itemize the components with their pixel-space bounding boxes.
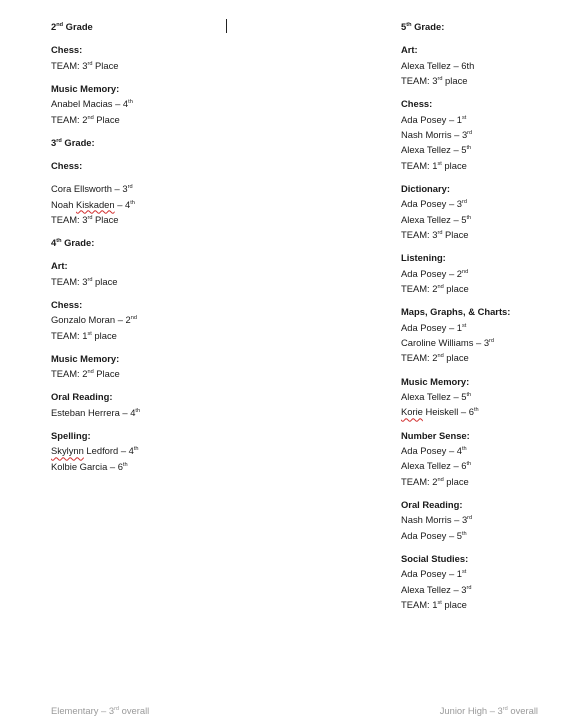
result-line: [401, 350, 576, 365]
text-segment: place: [442, 74, 468, 86]
text-segment: 5: [401, 21, 407, 32]
spacer: [51, 343, 291, 351]
event-heading: [51, 81, 291, 96]
event-heading: [401, 250, 576, 265]
ordinal-suffix: nd: [437, 283, 444, 290]
result-line: [401, 281, 576, 296]
event-heading: [401, 42, 576, 57]
ordinal-suffix: th: [133, 446, 139, 453]
ordinal-suffix: nd: [461, 268, 469, 275]
ordinal-suffix: rd: [466, 584, 472, 591]
text-segment: Ada Posey – 1: [401, 568, 462, 580]
ordinal-suffix: nd: [56, 21, 64, 28]
spacer: [401, 34, 576, 42]
ordinal-suffix: th: [461, 530, 467, 537]
text-segment: Ada Posey – 5: [401, 529, 462, 541]
result-line: [401, 227, 576, 242]
spellcheck-flagged-word: Kiskaden: [76, 198, 115, 210]
result-line: [401, 458, 576, 473]
text-segment: Art:: [51, 260, 68, 272]
spacer: [401, 242, 576, 250]
event-heading: [401, 181, 576, 196]
text-segment: Heiskell – 6: [422, 406, 474, 418]
result-line: [401, 58, 576, 73]
ordinal-suffix: th: [466, 461, 472, 468]
text-segment: Caroline Williams – 3: [401, 337, 490, 349]
text-segment: Chess:: [51, 159, 83, 171]
spacer: [401, 88, 576, 96]
text-segment: Chess:: [51, 298, 83, 310]
footer-junior-high-overall: [440, 703, 538, 718]
result-line: [51, 58, 291, 73]
ordinal-suffix: rd: [87, 214, 93, 221]
text-segment: TEAM: 2: [401, 352, 438, 364]
text-segment: TEAM: 3: [401, 74, 438, 86]
result-line: [401, 512, 576, 527]
result-line: [401, 212, 576, 227]
footer-left-after: overall: [119, 705, 150, 716]
text-segment: Music Memory:: [51, 352, 120, 364]
result-line: [51, 459, 291, 474]
text-segment: Nash Morris – 3: [401, 514, 468, 526]
text-segment: Ada Posey – 1: [401, 321, 462, 333]
result-line: [401, 566, 576, 581]
text-segment: Alexa Tellez – 5: [401, 144, 467, 156]
ordinal-suffix: rd: [87, 60, 93, 67]
text-segment: 4: [51, 237, 57, 249]
text-segment: TEAM: 3: [51, 59, 88, 71]
ordinal-suffix: nd: [87, 369, 94, 376]
ordinal-suffix: rd: [437, 75, 443, 82]
text-segment: Alexa Tellez – 6: [401, 460, 467, 472]
text-segment: Grade:: [61, 136, 95, 148]
result-line: [401, 142, 576, 157]
text-segment: place: [443, 283, 469, 295]
right-results-column: [401, 19, 576, 612]
result-line: [401, 443, 576, 458]
event-heading: [51, 258, 291, 273]
result-line: [51, 328, 291, 343]
spacer: [51, 173, 291, 181]
footer-left-sup: rd: [114, 705, 120, 712]
event-heading: [401, 96, 576, 111]
event-heading: [51, 389, 291, 404]
text-segment: Number Sense:: [401, 429, 470, 441]
text-segment: Oral Reading:: [51, 391, 113, 403]
text-segment: Alexa Tellez – 5: [401, 213, 467, 225]
spacer: [51, 382, 291, 390]
ordinal-suffix: rd: [87, 276, 93, 283]
ordinal-suffix: th: [466, 214, 472, 221]
spacer: [51, 289, 291, 297]
result-line: [51, 197, 291, 212]
result-line: [401, 597, 576, 612]
text-segment: Ada Posey – 1: [401, 113, 462, 125]
text-segment: Chess:: [51, 44, 83, 56]
text-segment: Listening:: [401, 252, 446, 264]
text-segment: Chess:: [401, 98, 433, 110]
result-line: [51, 212, 291, 227]
ordinal-suffix: th: [128, 99, 133, 106]
result-line: [51, 112, 291, 127]
ordinal-suffix: th: [461, 445, 467, 452]
text-segment: Oral Reading:: [401, 498, 463, 510]
spacer: [401, 366, 576, 374]
text-segment: TEAM: 3: [51, 275, 88, 287]
footer-right-sup: rd: [502, 705, 508, 712]
text-segment: 3: [51, 136, 57, 148]
text-segment: Kolbie Garcia – 6: [51, 460, 123, 472]
text-segment: place: [443, 475, 469, 487]
result-line: [401, 73, 576, 88]
event-heading: [401, 551, 576, 566]
footer-left-text: Elementary – 3: [51, 705, 115, 716]
spacer: [51, 227, 291, 235]
text-segment: Music Memory:: [401, 375, 470, 387]
ordinal-suffix: rd: [489, 337, 495, 344]
ordinal-suffix: th: [122, 461, 128, 468]
text-segment: Art:: [401, 44, 418, 56]
spacer: [401, 173, 576, 181]
spacer: [51, 420, 291, 428]
text-segment: Nash Morris – 3: [401, 128, 468, 140]
text-segment: place: [441, 159, 467, 171]
spacer: [401, 296, 576, 304]
result-line: [401, 266, 576, 281]
ordinal-suffix: rd: [127, 183, 133, 190]
text-segment: Alexa Tellez – 6th: [401, 59, 475, 71]
spacer: [51, 34, 291, 42]
text-segment: Music Memory:: [51, 82, 120, 94]
result-line: [51, 312, 291, 327]
event-heading: [51, 351, 291, 366]
text-segment: Noah: [51, 198, 77, 210]
text-segment: Place: [92, 213, 119, 225]
text-segment: TEAM: 3: [51, 213, 88, 225]
ordinal-suffix: st: [437, 160, 442, 167]
text-segment: Ada Posey – 4: [401, 444, 462, 456]
result-line: [401, 528, 576, 543]
event-heading: [401, 497, 576, 512]
result-line: [401, 320, 576, 335]
ordinal-suffix: rd: [467, 515, 473, 522]
text-segment: Place: [442, 229, 469, 241]
ordinal-suffix: st: [461, 569, 467, 576]
event-heading: [401, 428, 576, 443]
ordinal-suffix: nd: [130, 315, 137, 322]
text-segment: Spelling:: [51, 429, 91, 441]
text-segment: Grade:: [411, 21, 445, 32]
spacer: [51, 250, 291, 258]
ordinal-suffix: rd: [56, 137, 62, 144]
ordinal-suffix: st: [461, 114, 467, 121]
spacer: [51, 150, 291, 158]
ordinal-suffix: rd: [461, 199, 467, 206]
ordinal-suffix: th: [473, 407, 479, 414]
result-line: [401, 158, 576, 173]
footer-elementary-overall: [51, 703, 149, 718]
text-cursor: [226, 19, 227, 33]
ordinal-suffix: th: [130, 199, 135, 206]
text-segment: Maps, Graphs, & Charts:: [401, 306, 511, 318]
text-segment: Place: [93, 113, 120, 125]
text-segment: Place: [92, 59, 119, 71]
text-segment: TEAM: 2: [401, 283, 438, 295]
result-line: [401, 404, 576, 419]
event-heading: [401, 304, 576, 319]
result-line: [51, 181, 291, 196]
grade-heading: [51, 19, 291, 34]
left-results-column: [51, 19, 291, 474]
ordinal-suffix: st: [437, 599, 442, 606]
text-segment: Anabel Macias – 4: [51, 98, 129, 110]
ordinal-suffix: rd: [437, 229, 443, 236]
text-segment: TEAM: 2: [401, 475, 438, 487]
text-segment: place: [91, 329, 117, 341]
spacer: [51, 127, 291, 135]
text-segment: Dictionary:: [401, 182, 450, 194]
result-line: [401, 474, 576, 489]
spellcheck-flagged-word: Korie: [401, 406, 423, 418]
event-heading: [51, 42, 291, 57]
event-heading: [51, 297, 291, 312]
text-segment: TEAM: 1: [401, 599, 438, 611]
ordinal-suffix: th: [466, 145, 472, 152]
result-line: [51, 274, 291, 289]
text-segment: place: [441, 599, 467, 611]
result-line: [401, 127, 576, 142]
ordinal-suffix: th: [56, 237, 62, 244]
result-line: [401, 389, 576, 404]
ordinal-suffix: nd: [437, 353, 444, 360]
text-segment: Grade:: [61, 237, 95, 249]
grade-heading: [51, 135, 291, 150]
result-line: [51, 405, 291, 420]
text-segment: Ada Posey – 3: [401, 198, 462, 210]
text-segment: Esteban Herrera – 4: [51, 406, 136, 418]
text-segment: Ada Posey – 2: [401, 267, 462, 279]
ordinal-suffix: nd: [87, 114, 94, 121]
event-heading: [401, 374, 576, 389]
ordinal-suffix: st: [87, 330, 92, 337]
grade-heading: [401, 19, 576, 34]
spellcheck-flagged-word: Skylynn: [51, 445, 84, 457]
text-segment: Gonzalo Moran – 2: [51, 314, 131, 326]
text-segment: TEAM: 2: [51, 368, 88, 380]
spacer: [401, 543, 576, 551]
ordinal-suffix: rd: [467, 129, 473, 136]
ordinal-suffix: th: [466, 391, 472, 398]
text-segment: Alexa Tellez – 5: [401, 390, 467, 402]
result-line: [401, 335, 576, 350]
text-segment: Social Studies:: [401, 552, 469, 564]
text-segment: 2: [51, 21, 57, 32]
result-line: [401, 112, 576, 127]
spacer: [401, 420, 576, 428]
text-segment: Ledford – 4: [83, 445, 134, 457]
text-segment: Place: [93, 368, 120, 380]
ordinal-suffix: st: [461, 322, 467, 329]
event-heading: [51, 428, 291, 443]
ordinal-suffix: th: [406, 21, 412, 28]
text-segment: Grade: [63, 21, 93, 32]
text-segment: place: [443, 352, 469, 364]
text-segment: place: [92, 275, 118, 287]
text-segment: Alexa Tellez – 3: [401, 583, 467, 595]
result-line: [51, 96, 291, 111]
text-segment: TEAM: 1: [401, 159, 438, 171]
result-line: [51, 366, 291, 381]
ordinal-suffix: nd: [437, 476, 444, 483]
result-line: [401, 196, 576, 211]
footer-right-text: Junior High – 3: [439, 705, 503, 716]
text-segment: TEAM: 3: [401, 229, 438, 241]
footer-right-after: overall: [507, 705, 538, 716]
grade-heading: [51, 235, 291, 250]
text-segment: – 4: [114, 198, 131, 210]
event-heading: [51, 158, 291, 173]
result-line: [51, 443, 291, 458]
text-segment: TEAM: 2: [51, 113, 88, 125]
ordinal-suffix: th: [135, 407, 141, 414]
result-line: [401, 582, 576, 597]
spacer: [401, 489, 576, 497]
text-segment: Cora Ellsworth – 3: [51, 183, 128, 195]
spacer: [51, 73, 291, 81]
text-segment: TEAM: 1: [51, 329, 88, 341]
